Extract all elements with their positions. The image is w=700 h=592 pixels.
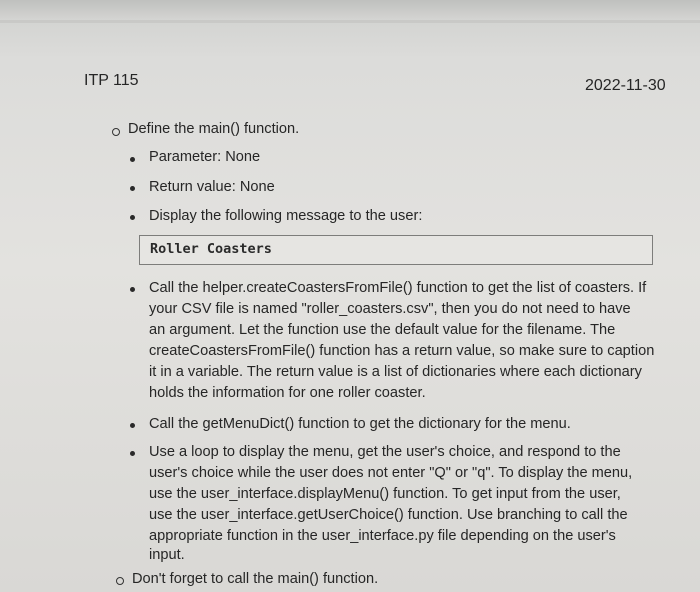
paragraph-line: use the user_interface.displayMenu() function. To get input from the user,	[149, 486, 621, 502]
list-item-get-menu: Call the getMenuDict() function to get the dictionary for the menu.	[149, 416, 571, 432]
paragraph-line: use the user_interface.getUserChoice() function. Use branching to call the	[149, 507, 628, 523]
paragraph-line: Use a loop to display the menu, get the user's choice, and respond to the	[149, 444, 621, 460]
course-label: ITP 115	[84, 72, 139, 89]
paragraph-line: createCoastersFromFile() function has a return value, so make sure to caption	[149, 343, 655, 359]
paragraph-line: holds the information for one roller coaster.	[149, 385, 426, 401]
bullet-icon	[130, 157, 135, 162]
paragraph-line: it in a variable. The return value is a list of dictionaries where each dictionary	[149, 364, 642, 380]
code-message: Roller Coasters	[150, 241, 272, 257]
section-title: Define the main() function.	[128, 121, 300, 137]
footer-note: Don't forget to call the main() function.	[132, 571, 379, 587]
paragraph-line: Call the helper.createCoastersFromFile() function to get the list of coasters. If	[149, 280, 647, 296]
list-item-parameter: Parameter: None	[149, 149, 261, 165]
paragraph-line: input.	[149, 547, 185, 563]
date-label: 2022-11-30	[585, 77, 666, 94]
list-item-return-value: Return value: None	[149, 179, 275, 195]
bullet-icon	[130, 423, 135, 428]
page-top-divider	[0, 20, 700, 23]
paragraph-line: your CSV file is named "roller_coasters.csv", then you do not need to have	[149, 301, 631, 317]
hollow-bullet-icon	[112, 128, 120, 136]
bullet-icon	[130, 215, 135, 220]
hollow-bullet-icon	[116, 577, 124, 585]
bullet-icon	[130, 287, 135, 292]
page-top-edge	[0, 0, 700, 22]
paragraph-line: appropriate function in the user_interface.py file depending on the user's	[149, 528, 616, 544]
paragraph-line: an argument. Let the function use the default value for the filename. The	[149, 322, 616, 338]
code-message-box	[139, 235, 653, 265]
bullet-icon	[130, 451, 135, 456]
bullet-icon	[130, 186, 135, 191]
list-item-display-message: Display the following message to the user:	[149, 208, 423, 224]
paragraph-line: user's choice while the user does not enter "Q" or "q". To display the menu,	[149, 465, 633, 481]
